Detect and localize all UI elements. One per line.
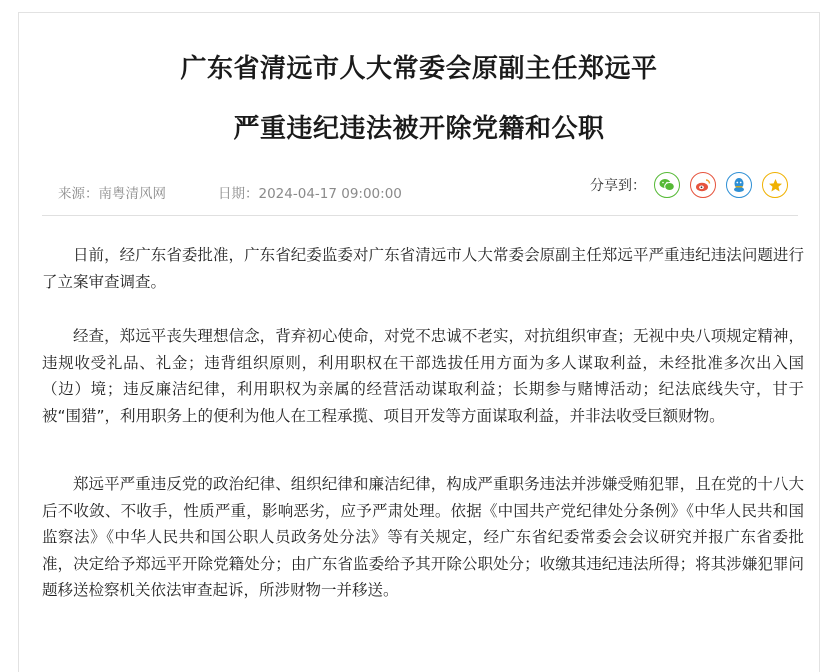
article-title-line1: 广东省清远市人大常委会原副主任郑远平	[180, 54, 658, 84]
wechat-icon	[659, 178, 675, 192]
share-label: 分享到：	[590, 178, 646, 194]
qq-icon	[732, 177, 746, 193]
qzone-share-button[interactable]	[762, 172, 788, 198]
weibo-icon	[695, 178, 711, 192]
article-paragraph-2: 经查，郑远平丧失理想信念，背弃初心使命，对党不忠诚不老实，对抗组织审查；无视中央八项规定精神，违规收受礼品、礼金；违背组织原则，利用职权在干部选拔任用方面为多人谋取利益，未经批准多次出入国（边）境；违反廉洁纪律，利用职权为亲属的经营活动谋取利益；长期参与赌博活动；纪法底线失守，甘于被“围猎”，利用职务上的便利为他人在工程承揽、项目开发等方面谋取利益，并非法收受巨额财物。	[42, 327, 804, 425]
header-divider	[42, 215, 798, 216]
weibo-share-button[interactable]	[690, 172, 716, 198]
article-paragraph-3: 郑远平严重违反党的政治纪律、组织纪律和廉洁纪律，构成严重职务违法并涉嫌受贿犯罪，且在党的十八大后不收敛、不收手，性质严重，影响恶劣，应予严肃处理。依据《中国共产党纪律处分条例》《中华人民共和国监察法》《中华人民共和国公职人员政务处分法》等有关规定，经广东省纪委常委会会议研究并报广东省委批准，决定给予郑远平开除党籍处分；由广东省监委给予其开除公职处分；收缴其违纪违法所得；将其涉嫌犯罪问题移送检察机关依法审查起诉，所涉财物一并移送。	[42, 475, 804, 599]
wechat-share-button[interactable]	[654, 172, 680, 198]
article-source: 来源：南粤清风网	[58, 186, 166, 202]
article-date: 日期：2024-04-17 09:00:00	[218, 186, 402, 202]
article-title-line2: 严重违纪违法被开除党籍和公职	[233, 114, 605, 144]
share-bar	[590, 173, 788, 197]
article-paragraph-1: 日前，经广东省委批准，广东省纪委监委对广东省清远市人大常委会原副主任郑远平严重违纪违法问题进行了立案审查调查。	[42, 246, 804, 291]
qzone-icon	[768, 178, 783, 193]
qq-share-button[interactable]	[726, 172, 752, 198]
